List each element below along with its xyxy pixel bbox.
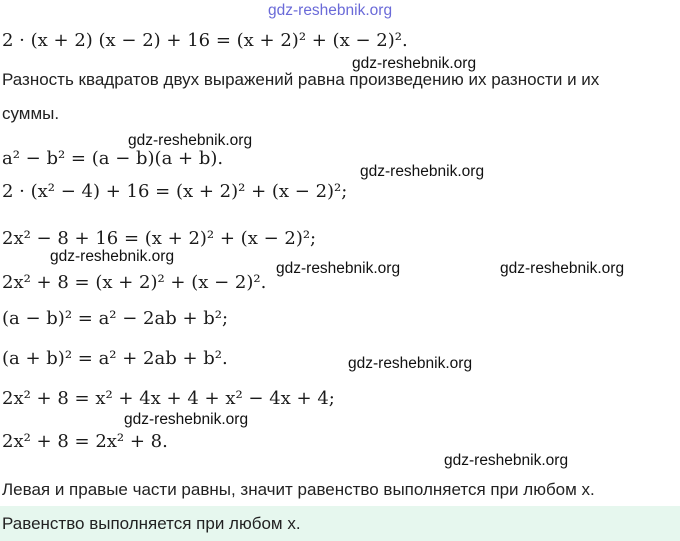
watermark: gdz-reshebnik.org [276,260,401,277]
watermark: gdz-reshebnik.org [348,355,473,372]
equation-line: (a − b)² = a² − 2ab + b²; [2,308,229,329]
equation-line: 2 · (x² − 4) + 16 = (x + 2)² + (x − 2)²; [2,181,348,202]
watermark: gdz-reshebnik.org [500,260,625,277]
equation-line: 2x² + 8 = x² + 4x + 4 + x² − 4x + 4; [2,388,335,409]
text-line: Разность квадратов двух выражений равна произведению их разности и их [2,70,600,89]
equation-line: 2x² + 8 = (x + 2)² + (x − 2)². [2,272,267,293]
watermark: gdz-reshebnik.org [50,248,175,265]
answer-box [0,506,680,541]
watermark: gdz-reshebnik.org [268,2,393,19]
answer-text: Равенство выполняется при любом x. [2,514,301,533]
equation-line: 2x² − 8 + 16 = (x + 2)² + (x − 2)²; [2,228,317,249]
text-line: Левая и правые части равны, значит равенство выполняется при любом x. [2,480,595,499]
equation-line: (a + b)² = a² + 2ab + b². [2,348,228,369]
watermark: gdz-reshebnik.org [124,411,249,428]
watermark: gdz-reshebnik.org [444,452,569,469]
watermark: gdz-reshebnik.org [360,163,485,180]
text-line: суммы. [2,104,60,123]
equation-line: 2 · (x + 2) (x − 2) + 16 = (x + 2)² + (x − 2)². [2,30,408,51]
equation-line: a² − b² = (a − b)(a + b). [2,148,224,169]
watermark: gdz-reshebnik.org [352,55,477,72]
watermark: gdz-reshebnik.org [128,132,253,149]
equation-line: 2x² + 8 = 2x² + 8. [2,431,168,452]
